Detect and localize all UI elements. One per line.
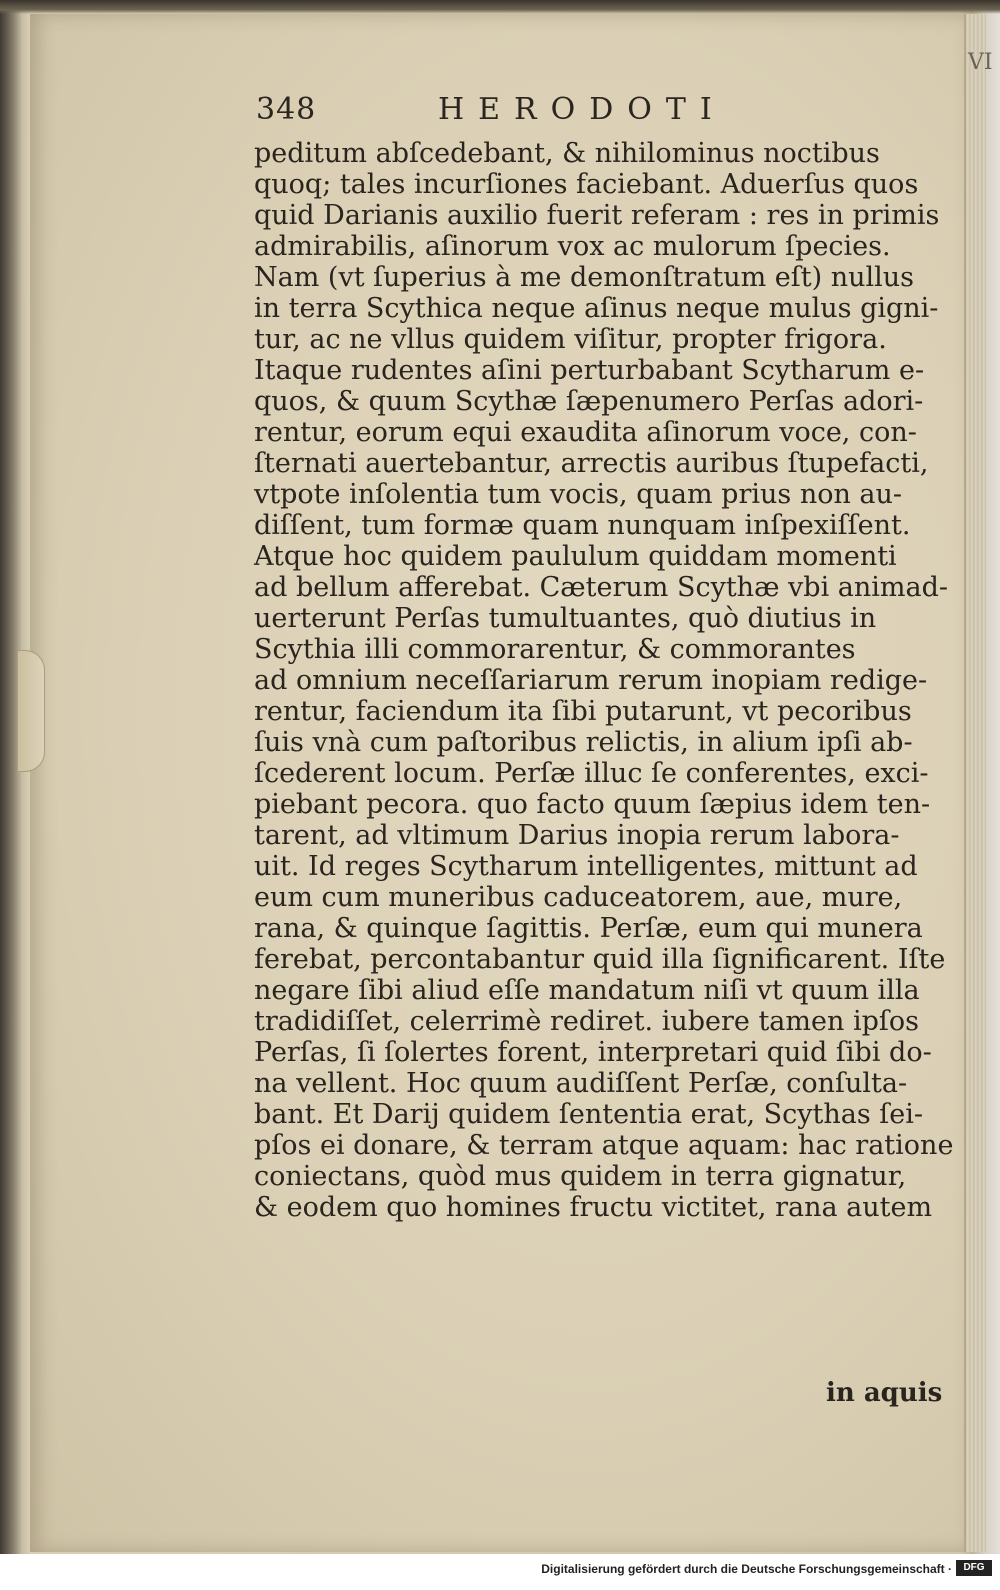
page-fore-edge <box>964 14 986 1552</box>
text-line: vtpote inſolentia tum vocis, quam prius non au- <box>254 479 903 510</box>
text-line: negare ſibi aliud eſſe mandatum niſi vt quum illa <box>254 975 920 1006</box>
text-line: Itaque rudentes aſini perturbabant Scytharum e- <box>254 355 925 386</box>
text-line: Perſas, ſi ſolertes forent, interpretari quid ſibi do- <box>254 1037 932 1068</box>
text-line: Nam (vt ſuperius à me demonſtratum eſt) nullus <box>254 262 914 293</box>
text-line: tarent, ad vltimum Darius inopia rerum labora- <box>254 820 900 851</box>
page-header <box>256 92 776 132</box>
text-line: eum cum muneribus caduceatorem, aue, mure, <box>254 882 903 913</box>
dfg-logo-icon: DFG <box>956 1560 992 1576</box>
text-line: ad bellum afferebat. Cæterum Scythæ vbi animad- <box>254 572 949 603</box>
next-leaf-fragment: VI <box>968 50 993 75</box>
text-line: na vellent. Hoc quum audiſſent Perſæ, conſulta- <box>254 1068 908 1099</box>
text-line: ad omnium neceſſariarum rerum inopiam redige- <box>254 665 928 696</box>
running-head: HERODOTI <box>438 92 726 127</box>
text-line: pſos ei donare, & terram atque aquam: hac ratione <box>254 1130 954 1161</box>
text-line: coniectans, quòd mus quidem in terra gignatur, <box>254 1161 907 1192</box>
text-line: quos, & quum Scythæ ſæpenumero Perſas adori- <box>254 386 924 417</box>
text-line: uerterunt Perſas tumultuantes, quò diutius in <box>254 603 877 634</box>
text-line: admirabilis, aſinorum vox ac mulorum ſpecies. <box>254 231 891 262</box>
text-line: tur, ac ne vllus quidem viſitur, propter frigora. <box>254 324 887 355</box>
text-line: quid Darianis auxilio fuerit referam : res in primis <box>254 200 940 231</box>
funding-credit: Digitalisierung gefördert durch die Deutsche Forschungsgemeinschaft · <box>541 1562 952 1576</box>
text-line: peditum abſcedebant, & nihilominus noctibus <box>254 138 880 169</box>
text-line: Atque hoc quidem paululum quiddam momenti <box>254 541 897 572</box>
text-line: ſternati auertebantur, arrectis auribus ſtupefacti, <box>254 448 929 479</box>
page-number: 348 <box>256 92 317 127</box>
text-line: ſuis vnà cum paſtoribus relictis, in alium ipſi ab- <box>254 727 913 758</box>
text-line: ſcederent locum. Perſæ illuc ſe conferentes, exci- <box>254 758 929 789</box>
text-line: rentur, faciendum ita ſibi putarunt, vt pecoribus <box>254 696 912 727</box>
text-line: in terra Scythica neque aſinus neque mulus gigni- <box>254 293 939 324</box>
digitization-footer <box>0 1554 1000 1590</box>
catchword: in aquis <box>826 1378 943 1408</box>
text-line: tradidiſſet, celerrimè rediret. iubere tamen ipſos <box>254 1006 919 1037</box>
text-line: & eodem quo homines fructu victitet, rana autem <box>254 1192 933 1223</box>
bookmark-tab <box>18 650 45 772</box>
text-line: quoq; tales incurſiones faciebant. Aduerſus quos <box>254 169 919 200</box>
text-line: rentur, eorum equi exaudita aſinorum voce, con- <box>254 417 917 448</box>
text-line: piebant pecora. quo facto quum ſæpius idem ten- <box>254 789 931 820</box>
text-line: rana, & quinque ſagittis. Perſæ, eum qui munera <box>254 913 923 944</box>
text-line: ferebat, percontabantur quid illa ſignificarent. Iſte <box>254 944 946 975</box>
text-line: uit. Id reges Scytharum intelligentes, mittunt ad <box>254 851 918 882</box>
book-top-shadow <box>0 0 1000 14</box>
text-line: bant. Et Darij quidem ſententia erat, Scythas ſei- <box>254 1099 924 1130</box>
body-text <box>254 138 954 1223</box>
text-line: Scythia illi commorarentur, & commorantes <box>254 634 856 665</box>
text-line: diſſent, tum formæ quam nunquam inſpexiſſent. <box>254 510 911 541</box>
